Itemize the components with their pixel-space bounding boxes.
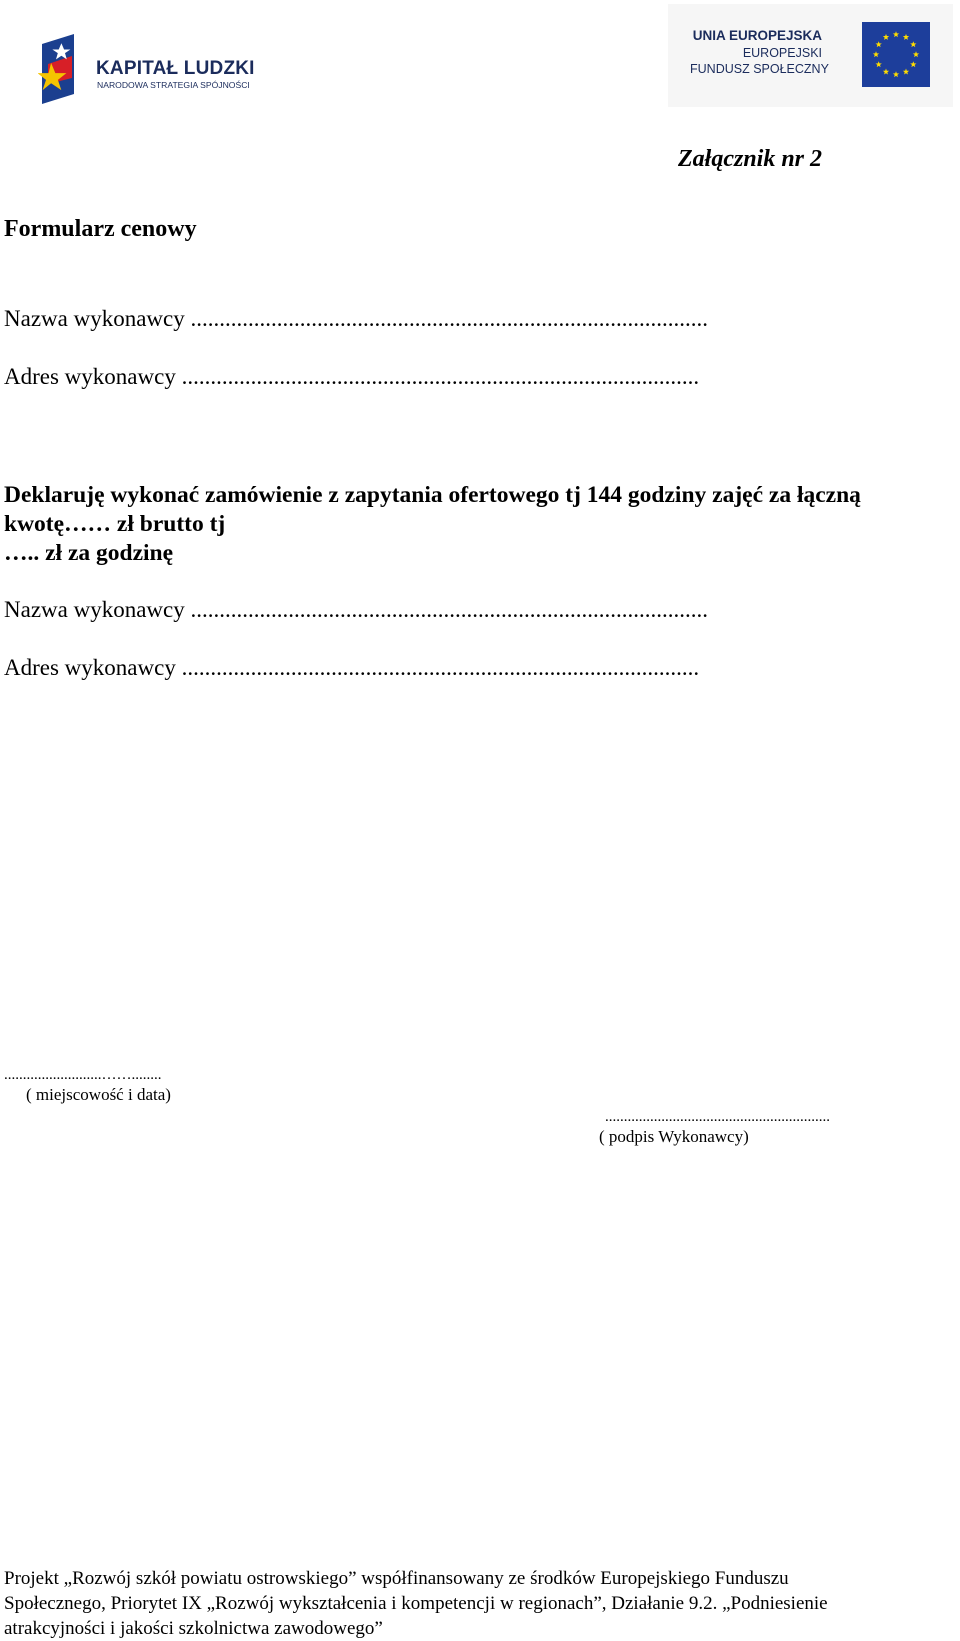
- footer-line-1: Projekt „Rozwój szkół powiatu ostrowskiego” współfinansowany ze środków Europejskiego Funduszu: [4, 1568, 789, 1589]
- footer-line-2: Społecznego, Priorytet IX „Rozwój wykształcenia i kompetencji w regionach”, Działanie 9.2. „Podniesienie: [4, 1593, 828, 1614]
- kapital-ludzki-emblem-icon: [38, 34, 80, 106]
- signature-label: ( podpis Wykonawcy): [599, 1127, 749, 1146]
- contractor-address-line: Adres wykonawcy ..........................................................................................: [4, 364, 700, 389]
- eu-logo-line-2: EUROPEJSKI: [742, 45, 822, 60]
- kapital-ludzki-subtitle: NARODOWA STRATEGIA SPÓJNOŚCI: [97, 80, 250, 90]
- footer-line-3: atrakcyjności i jakości szkolnictwa zawodowego”: [4, 1618, 383, 1639]
- kapital-ludzki-title: KAPITAŁ LUDZKI: [96, 58, 255, 79]
- kapital-ludzki-logo: [38, 34, 258, 106]
- declaration-line-3: ….. zł za godzinę: [4, 540, 174, 566]
- eu-logo-line-1: UNIA EUROPEJSKA: [692, 28, 822, 43]
- eu-flag-icon: [862, 22, 930, 87]
- contractor-name-line-2: Nazwa wykonawcy ..........................................................................................: [4, 597, 708, 622]
- signature-dots: ............................................................: [605, 1109, 830, 1125]
- declaration-line-1: Deklaruję wykonać zamówienie z zapytania ofertowego tj 144 godziny zajęć za łączną: [4, 482, 861, 508]
- form-title: Formularz cenowy: [4, 216, 197, 242]
- contractor-address-line-2: Adres wykonawcy ..........................................................................................: [4, 655, 700, 680]
- declaration-line-2: kwotę…… zł brutto tj: [4, 511, 226, 537]
- contractor-name-line: Nazwa wykonawcy ..........................................................................................: [4, 306, 708, 331]
- project-footer: [4, 1566, 956, 1641]
- eu-logo-line-3: FUNDUSZ SPOŁECZNY: [690, 62, 829, 76]
- place-date-dots: ..........................……........: [4, 1067, 162, 1083]
- eu-logo-text: [690, 28, 829, 78]
- declaration-text: [4, 481, 954, 568]
- place-date-label: ( miejscowość i data): [26, 1085, 171, 1104]
- annex-number: Załącznik nr 2: [678, 146, 823, 172]
